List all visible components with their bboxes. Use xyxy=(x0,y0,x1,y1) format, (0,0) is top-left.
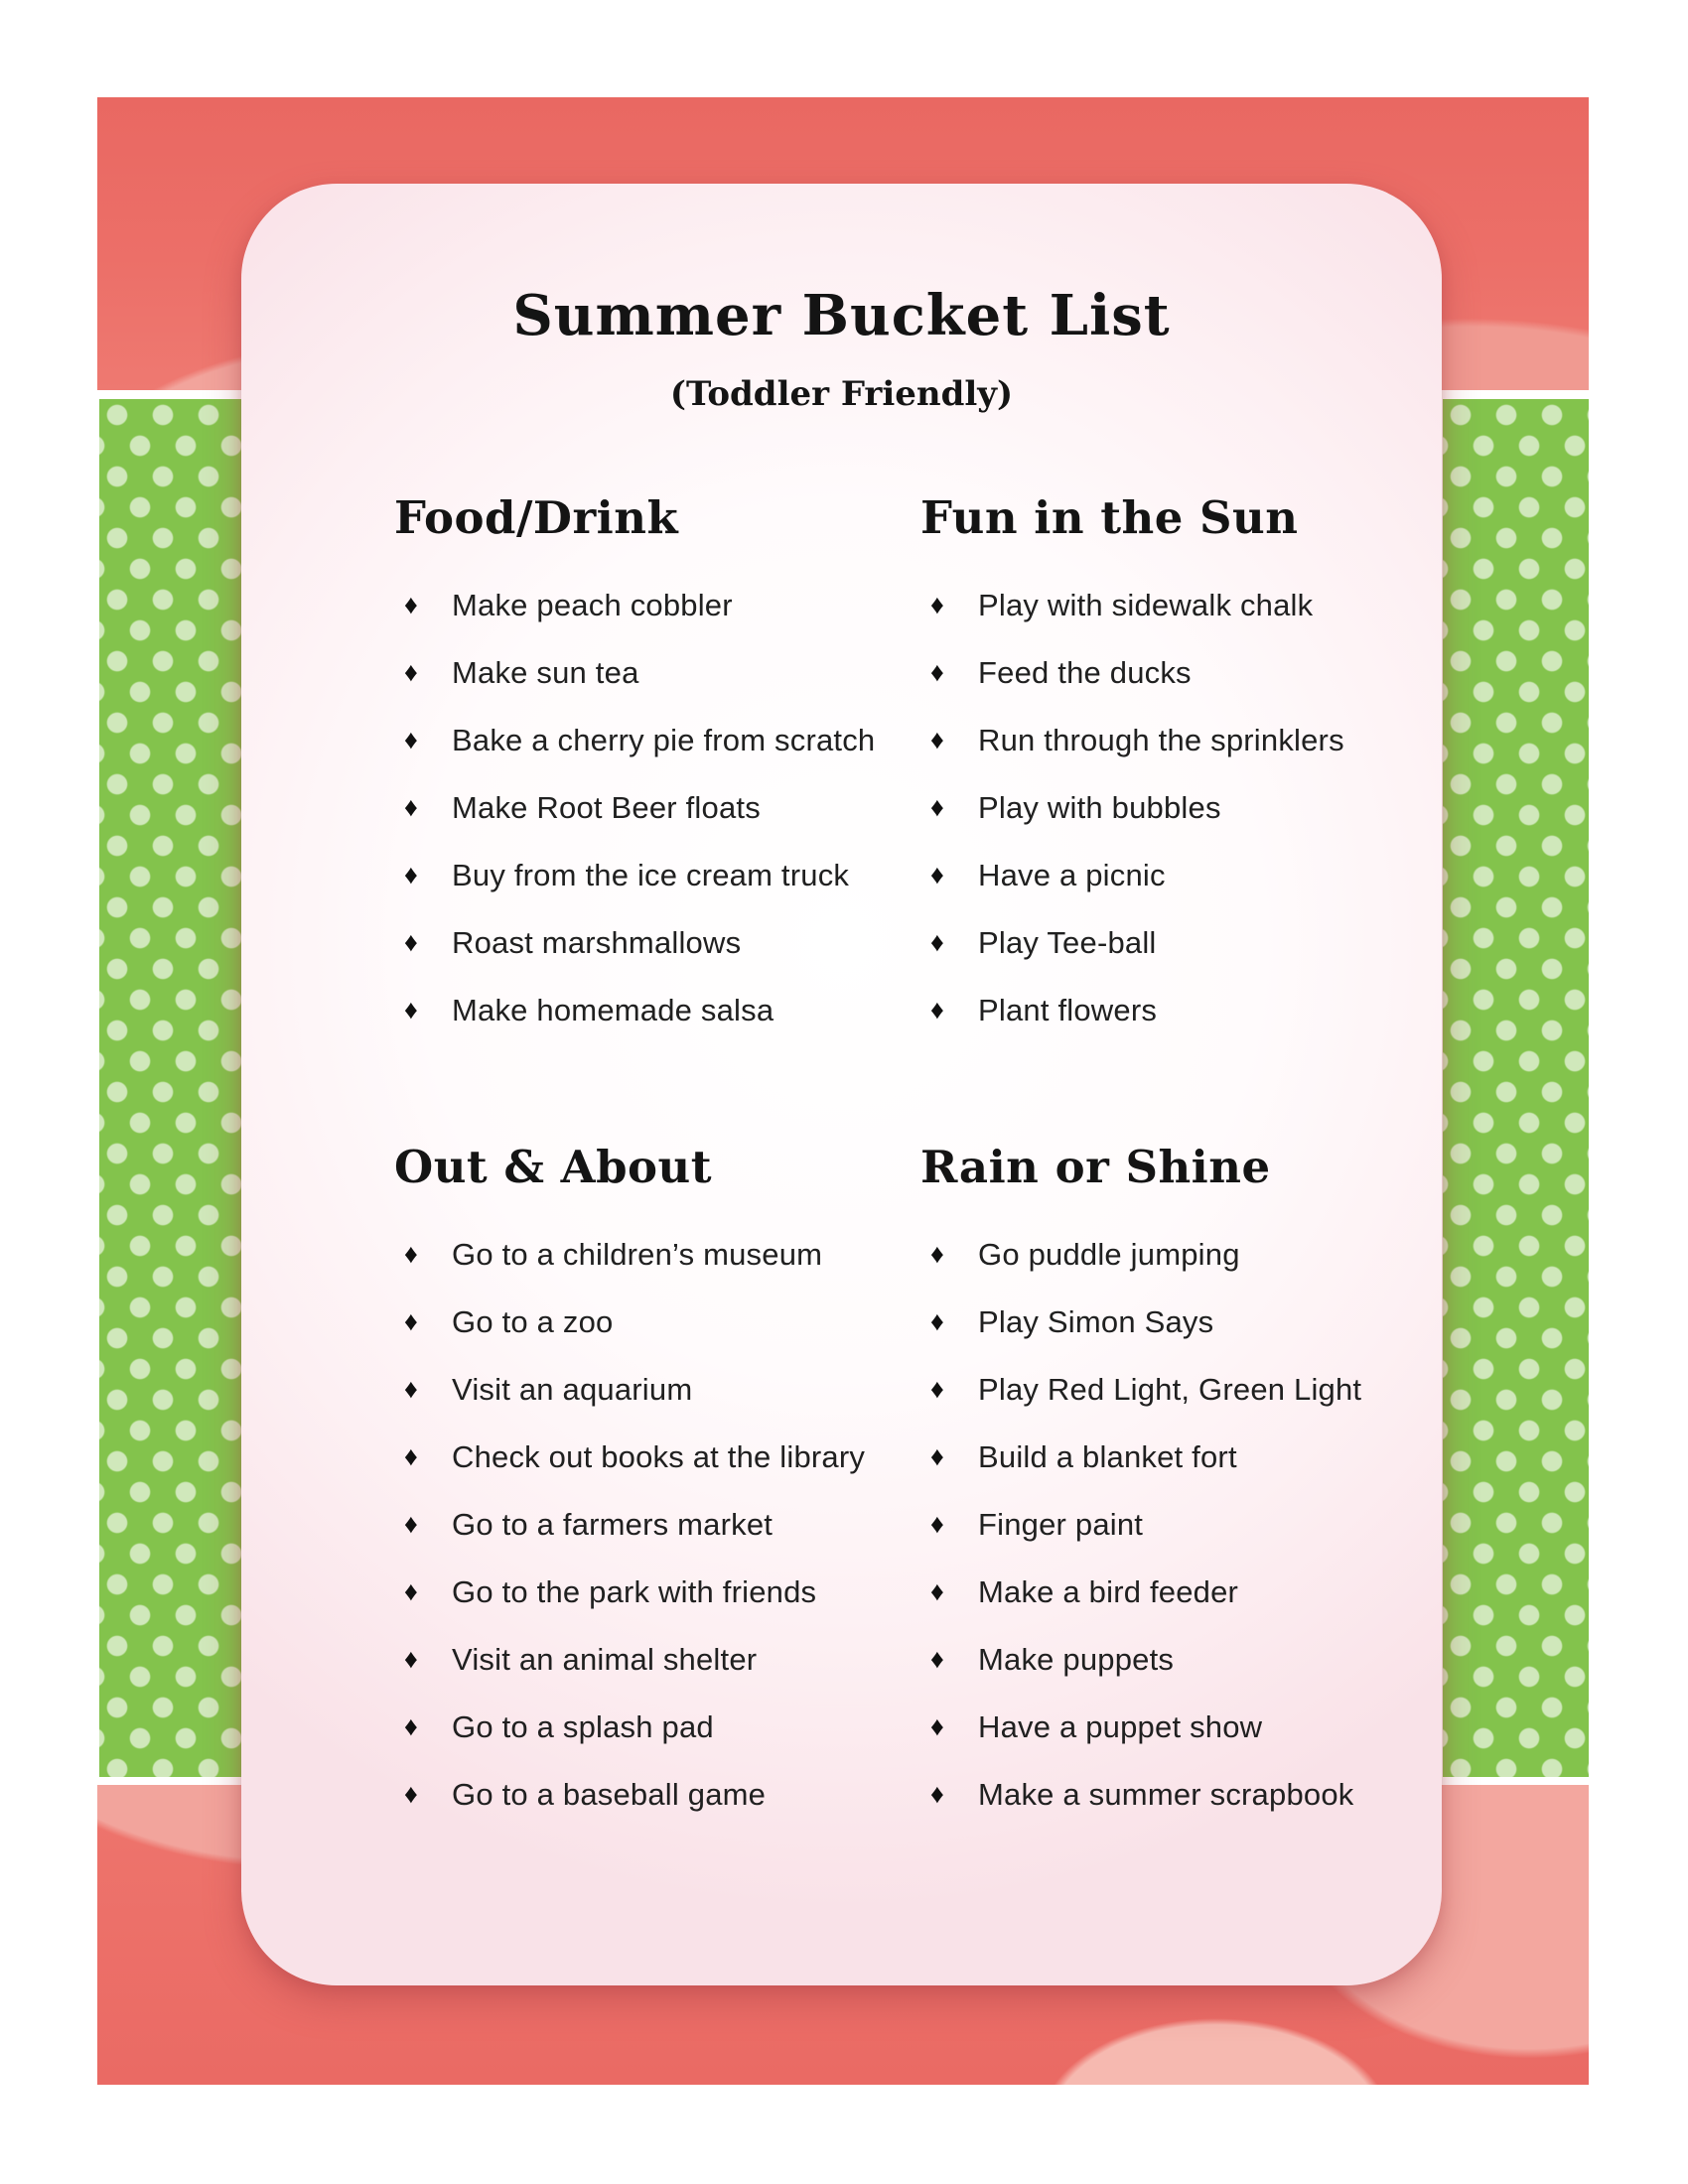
list-item xyxy=(918,657,1445,688)
list-item-label: Go to a baseball game xyxy=(452,1777,767,1812)
left-polkadot-strip xyxy=(99,399,241,1777)
list-item xyxy=(918,1711,1445,1742)
list-item-label: Go to a zoo xyxy=(452,1304,614,1339)
list-item-label: Buy from the ice cream truck xyxy=(452,858,850,892)
diamond-bullet-icon: ♦ xyxy=(930,1509,944,1539)
list-item xyxy=(392,1644,918,1675)
diamond-bullet-icon: ♦ xyxy=(930,927,944,957)
list-item-label: Make sun tea xyxy=(452,655,639,690)
section-fun-in-the-sun xyxy=(918,491,1445,1062)
list-item-label: Go to the park with friends xyxy=(452,1574,817,1609)
list-item xyxy=(392,1306,918,1337)
diamond-bullet-icon: ♦ xyxy=(930,1644,944,1674)
list-item-label: Play Simon Says xyxy=(978,1304,1214,1339)
diamond-bullet-icon: ♦ xyxy=(404,1644,418,1674)
list-item-label: Plant flowers xyxy=(978,993,1158,1027)
diamond-bullet-icon: ♦ xyxy=(930,1711,944,1741)
list-item xyxy=(392,995,918,1025)
right-polkadot-strip xyxy=(1443,399,1589,1777)
list-item xyxy=(918,1441,1445,1472)
diamond-bullet-icon: ♦ xyxy=(404,725,418,754)
list-item-label: Play with bubbles xyxy=(978,790,1221,825)
list-item xyxy=(392,860,918,890)
diamond-bullet-icon: ♦ xyxy=(404,1441,418,1471)
section-list-rain-or-shine xyxy=(918,1239,1445,1810)
section-title-out-and-about: Out & About xyxy=(394,1141,713,1193)
list-item xyxy=(392,725,918,755)
list-item xyxy=(392,792,918,823)
list-item-label: Make peach cobbler xyxy=(452,588,733,622)
list-item-label: Have a puppet show xyxy=(978,1709,1263,1744)
diamond-bullet-icon: ♦ xyxy=(930,1374,944,1404)
diamond-bullet-icon: ♦ xyxy=(930,1779,944,1809)
list-item xyxy=(918,590,1445,620)
list-item-label: Go to a farmers market xyxy=(452,1507,774,1542)
diamond-bullet-icon: ♦ xyxy=(404,1576,418,1606)
list-item xyxy=(918,1576,1445,1607)
list-item xyxy=(918,860,1445,890)
diamond-bullet-icon: ♦ xyxy=(930,995,944,1024)
list-item-label: Check out books at the library xyxy=(452,1439,866,1474)
section-row-bottom xyxy=(392,1141,1445,1846)
list-item xyxy=(918,1644,1445,1675)
list-item xyxy=(392,1374,918,1405)
section-list-food-drink xyxy=(392,590,918,1025)
page-subtitle: (Toddler Friendly) xyxy=(669,374,1014,414)
list-item xyxy=(918,1306,1445,1337)
list-item-label: Have a picnic xyxy=(978,858,1166,892)
diamond-bullet-icon: ♦ xyxy=(404,590,418,619)
diamond-bullet-icon: ♦ xyxy=(930,1576,944,1606)
list-item-label: Roast marshmallows xyxy=(452,925,742,960)
section-row-top xyxy=(392,491,1445,1062)
list-item-label: Play Tee-ball xyxy=(978,925,1157,960)
list-item-label: Make a summer scrapbook xyxy=(978,1777,1354,1812)
section-list-fun-in-the-sun xyxy=(918,590,1445,1025)
list-item-label: Play Red Light, Green Light xyxy=(978,1372,1362,1407)
bucket-list-card xyxy=(241,184,1442,1985)
diamond-bullet-icon: ♦ xyxy=(930,792,944,822)
list-item-label: Go to a splash pad xyxy=(452,1709,714,1744)
diamond-bullet-icon: ♦ xyxy=(404,1239,418,1269)
list-item-label: Make homemade salsa xyxy=(452,993,774,1027)
list-item xyxy=(392,1239,918,1270)
section-title-rain-or-shine: Rain or Shine xyxy=(920,1141,1271,1193)
list-item-label: Make a bird feeder xyxy=(978,1574,1239,1609)
diamond-bullet-icon: ♦ xyxy=(930,1306,944,1336)
list-item xyxy=(392,927,918,958)
list-item xyxy=(392,1509,918,1540)
diamond-bullet-icon: ♦ xyxy=(930,657,944,687)
list-item-label: Build a blanket fort xyxy=(978,1439,1237,1474)
page-title: Summer Bucket List xyxy=(512,283,1171,348)
list-item xyxy=(918,792,1445,823)
list-item xyxy=(392,657,918,688)
diamond-bullet-icon: ♦ xyxy=(404,657,418,687)
section-title-food-drink: Food/Drink xyxy=(394,491,679,544)
list-item xyxy=(918,1779,1445,1810)
list-item-label: Go puddle jumping xyxy=(978,1237,1240,1272)
diamond-bullet-icon: ♦ xyxy=(930,860,944,889)
list-item-label: Play with sidewalk chalk xyxy=(978,588,1314,622)
list-item-label: Feed the ducks xyxy=(978,655,1192,690)
section-list-out-and-about xyxy=(392,1239,918,1810)
diamond-bullet-icon: ♦ xyxy=(404,1779,418,1809)
list-item xyxy=(392,1779,918,1810)
list-item-label: Finger paint xyxy=(978,1507,1144,1542)
diamond-bullet-icon: ♦ xyxy=(404,995,418,1024)
list-item xyxy=(918,1374,1445,1405)
list-item-label: Go to a children’s museum xyxy=(452,1237,823,1272)
list-item-label: Make puppets xyxy=(978,1642,1175,1677)
diamond-bullet-icon: ♦ xyxy=(404,1711,418,1741)
list-item xyxy=(392,1711,918,1742)
list-item-label: Make Root Beer floats xyxy=(452,790,761,825)
list-item-label: Run through the sprinklers xyxy=(978,723,1344,757)
diamond-bullet-icon: ♦ xyxy=(404,1509,418,1539)
diamond-bullet-icon: ♦ xyxy=(404,792,418,822)
list-item xyxy=(918,995,1445,1025)
list-item-label: Visit an animal shelter xyxy=(452,1642,758,1677)
section-food-drink xyxy=(392,491,918,1062)
section-rain-or-shine xyxy=(918,1141,1445,1846)
list-item xyxy=(918,1509,1445,1540)
list-item xyxy=(392,1441,918,1472)
diamond-bullet-icon: ♦ xyxy=(404,927,418,957)
list-item xyxy=(918,927,1445,958)
list-item-label: Bake a cherry pie from scratch xyxy=(452,723,876,757)
list-item-label: Visit an aquarium xyxy=(452,1372,693,1407)
diamond-bullet-icon: ♦ xyxy=(930,590,944,619)
list-item xyxy=(918,1239,1445,1270)
list-item xyxy=(392,590,918,620)
section-title-fun-in-the-sun: Fun in the Sun xyxy=(920,491,1299,544)
list-item xyxy=(392,1576,918,1607)
diamond-bullet-icon: ♦ xyxy=(404,860,418,889)
diamond-bullet-icon: ♦ xyxy=(930,1239,944,1269)
diamond-bullet-icon: ♦ xyxy=(404,1374,418,1404)
list-item xyxy=(918,725,1445,755)
section-out-and-about xyxy=(392,1141,918,1846)
diamond-bullet-icon: ♦ xyxy=(930,725,944,754)
diamond-bullet-icon: ♦ xyxy=(404,1306,418,1336)
diamond-bullet-icon: ♦ xyxy=(930,1441,944,1471)
